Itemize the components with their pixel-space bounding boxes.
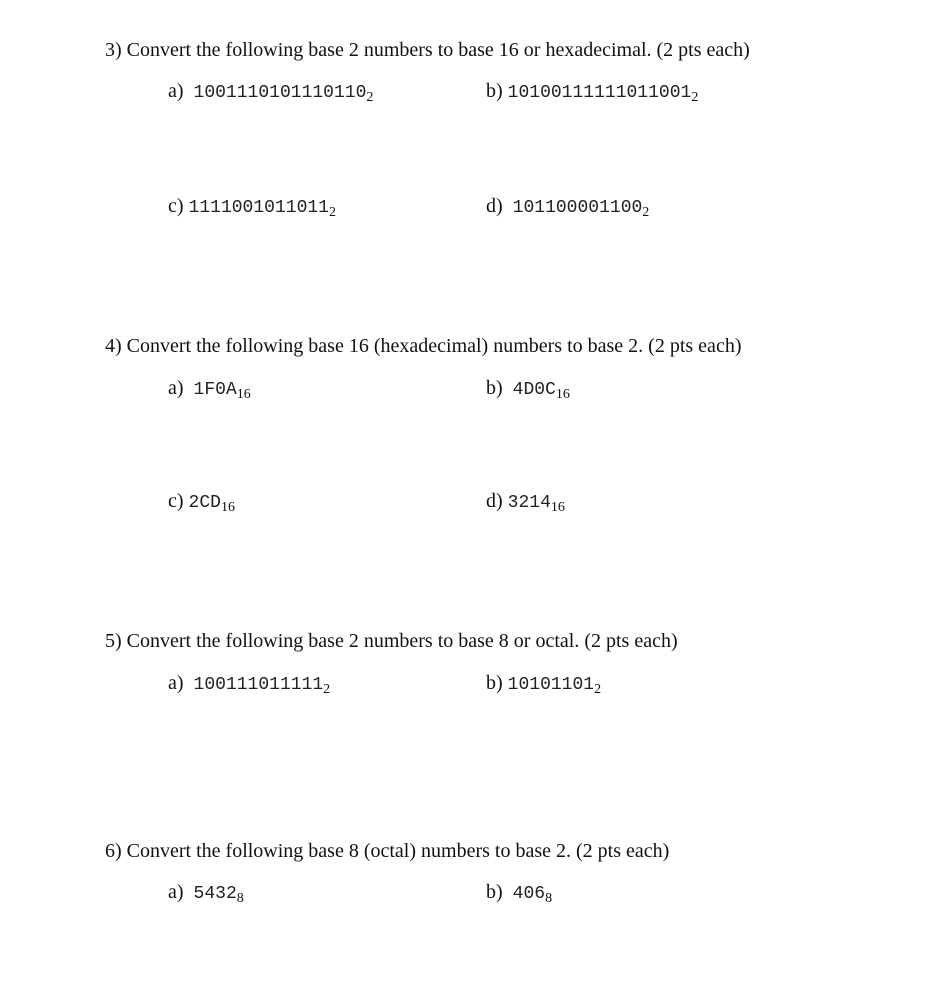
item-label: a) [168,80,184,102]
item-value: 10100111111011001 [507,83,692,103]
q4-item-b [486,376,570,403]
q6-item-a [168,880,244,907]
item-value: 406 [512,884,546,904]
item-label: b) [486,881,503,903]
question-4-title: 4) Convert the following base 16 (hexadecimal) numbers to base 2. (2 pts each) [105,335,742,357]
item-label: d) [486,195,503,217]
q6-item-b [486,880,552,907]
item-value: 1111001011011 [188,198,329,218]
item-value: 2CD [188,493,221,513]
q5-item-b [486,671,601,698]
q3-item-b [486,79,698,106]
item-value: 10101101 [507,675,595,695]
item-value: 1001110101110110 [193,83,367,103]
item-label: a) [168,881,184,903]
item-base: 2 [323,682,331,697]
item-base: 2 [691,90,699,105]
item-label: a) [168,672,184,694]
item-label: b) [486,80,503,102]
q3-item-d [486,194,649,221]
item-value: 3214 [507,493,551,513]
item-label: a) [168,377,184,399]
item-base: 8 [236,891,244,906]
item-base: 16 [550,500,565,515]
q4-item-a [168,376,251,403]
item-base: 16 [555,387,570,402]
q5-item-a [168,671,330,698]
item-label: c) [168,195,184,217]
item-base: 16 [220,500,235,515]
item-label: d) [486,490,503,512]
item-base: 2 [642,205,650,220]
item-label: b) [486,377,503,399]
item-label: c) [168,490,184,512]
question-5-title: 5) Convert the following base 2 numbers to base 8 or octal. (2 pts each) [105,630,678,652]
q4-item-d [486,489,565,516]
item-value: 5432 [193,884,237,904]
item-base: 16 [236,387,251,402]
item-base: 2 [366,90,374,105]
question-6-title: 6) Convert the following base 8 (octal) numbers to base 2. (2 pts each) [105,840,670,862]
item-base: 2 [594,682,602,697]
question-3-title: 3) Convert the following base 2 numbers to base 16 or hexadecimal. (2 pts each) [105,39,750,61]
item-value: 1F0A [193,380,237,400]
item-base: 2 [328,205,336,220]
item-base: 8 [545,891,553,906]
item-value: 4D0C [512,380,556,400]
item-label: b) [486,672,503,694]
q3-item-c [168,194,336,221]
item-value: 101100001100 [512,198,643,218]
q4-item-c [168,489,235,516]
q3-item-a [168,79,373,106]
item-value: 100111011111 [193,675,324,695]
